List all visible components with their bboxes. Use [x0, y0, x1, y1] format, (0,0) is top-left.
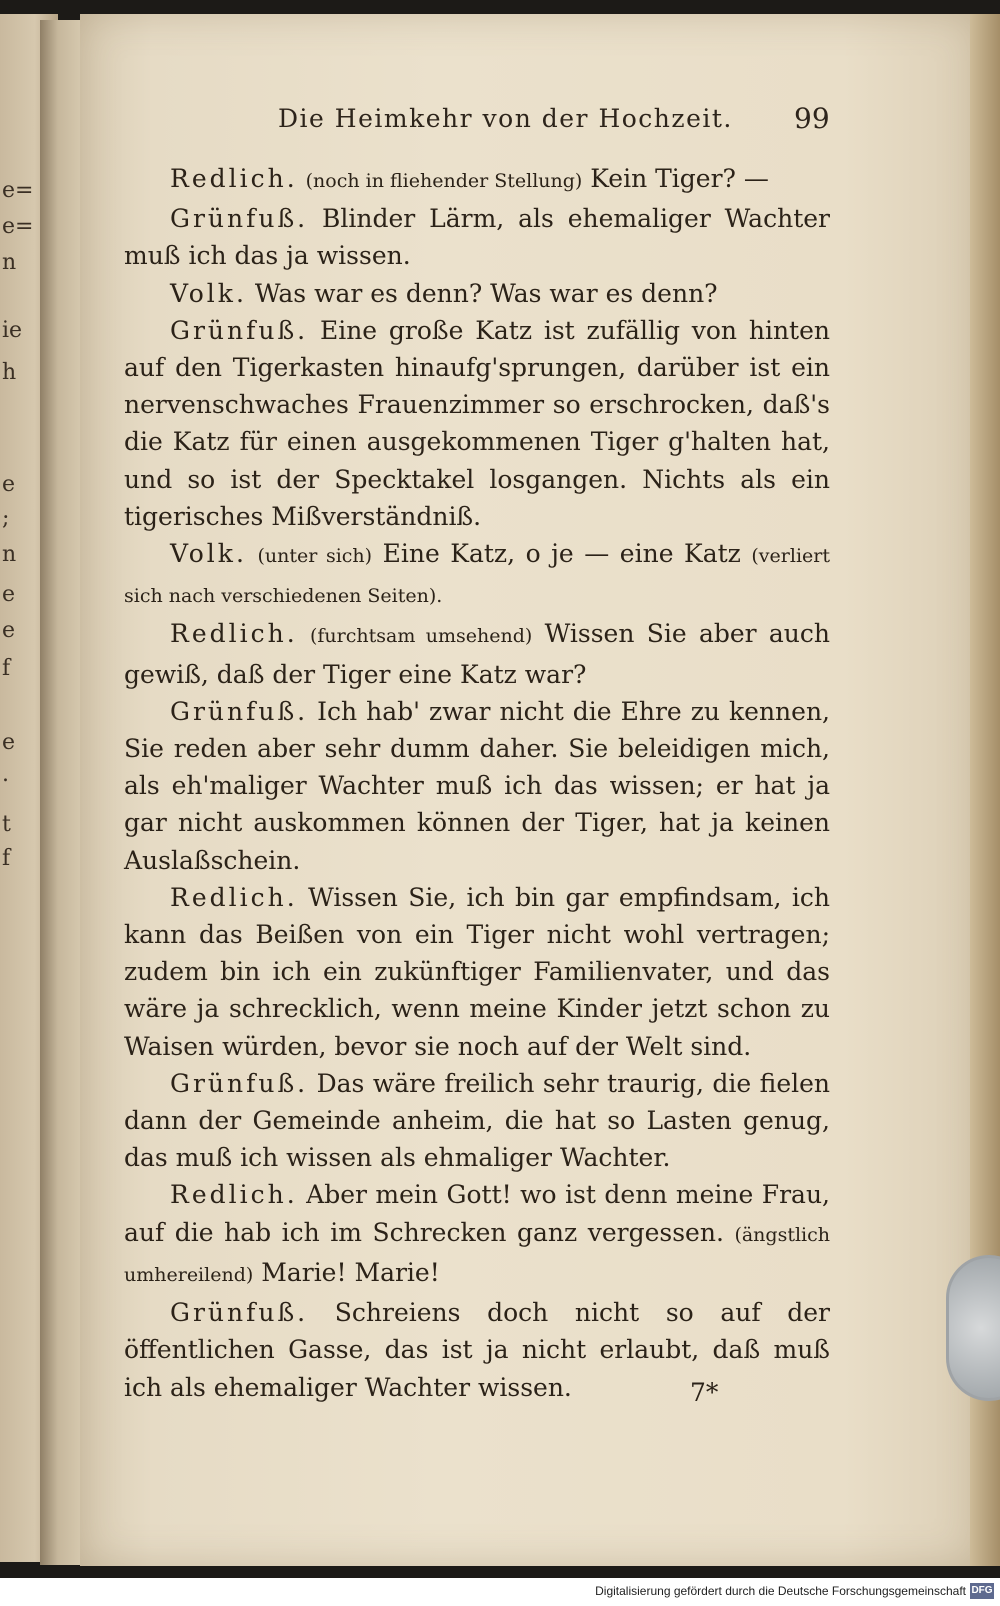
margin-fragment: n	[2, 542, 17, 567]
running-head: Die Heimkehr von der Hochzeit.	[278, 104, 733, 133]
speaker-name: Redlich.	[170, 1180, 298, 1210]
dialogue-text: Wissen Sie, ich bin gar empfindsam, ich kann das Beißen von ein Tiger nicht wohl vertragen; zudem bin ich ein zukünftiger Familienvater, und das wäre ja schrecklich, wenn meine Kinder jetzt schon zu Waisen würden, bevor sie noch auf der Welt sind.	[124, 882, 830, 1061]
dialogue-text: Blinder Lärm, als ehemaliger Wachter muß ich das ja wissen.	[124, 204, 830, 271]
margin-fragment: h	[2, 360, 17, 385]
margin-fragment: n	[2, 250, 17, 275]
paragraph	[124, 615, 830, 692]
page-number: 99	[794, 102, 830, 135]
page-text	[124, 160, 830, 1406]
paragraph	[124, 275, 830, 312]
speaker-name: Redlich.	[170, 164, 298, 193]
margin-fragment: .	[2, 762, 9, 787]
stage-direction: (verliert sich nach verschiedenen Seiten).	[124, 545, 830, 608]
dialogue-text: Eine große Katz ist zufällig von hinten auf den Tigerkasten hinaufg'sprungen, darüber ist ein nervenschwaches Frauenzimmer so erschrocken, daß's die Katz für einen ausgekommenen Tiger g'halten hat, und so ist der Specktakel losgangen. Nichts als ein tigerisches Mißverständniß.	[124, 315, 830, 531]
paragraph	[124, 1176, 830, 1294]
margin-fragment: e=	[2, 178, 34, 203]
paragraph	[124, 693, 830, 879]
paragraph	[124, 535, 830, 615]
speaker-name: Grünfuß.	[170, 315, 309, 345]
signature-mark: 7*	[690, 1378, 719, 1407]
dialogue-text: Aber mein Gott! wo ist denn meine Frau, auf die hab ich im Schrecken ganz vergessen.	[124, 1180, 831, 1247]
stage-direction: (noch in fliehender Stellung)	[305, 170, 583, 192]
speaker-name: Volk.	[170, 539, 247, 569]
dialogue-text: Schreiens doch nicht so auf der öffentlichen Gasse, das ist ja nicht erlaubt, daß muß ich als ehemaliger Wachter wissen.	[124, 1298, 830, 1402]
margin-fragment: e	[2, 730, 16, 755]
dialogue-text: Marie! Marie!	[261, 1257, 440, 1287]
book-gutter	[40, 20, 85, 1565]
stage-direction: (ängstlich umhereilend)	[124, 1223, 830, 1286]
margin-fragment: e=	[2, 214, 34, 239]
margin-fragment: e	[2, 582, 16, 607]
paragraph	[124, 879, 830, 1065]
dialogue-text: Kein Tiger? —	[590, 164, 769, 193]
paragraph	[124, 200, 830, 274]
dfg-logo: DFG	[970, 1583, 994, 1599]
margin-fragment: t	[2, 812, 11, 837]
speaker-name: Volk.	[170, 278, 247, 308]
paragraph	[124, 1294, 830, 1406]
speaker-name: Grünfuß.	[170, 1298, 309, 1328]
dialogue-text: Eine Katz, o je — eine Katz	[382, 539, 741, 569]
dialogue-text: Was war es denn? Was war es denn?	[254, 278, 718, 308]
margin-fragment: f	[2, 656, 11, 681]
dialogue-text: Wissen Sie aber auch gewiß, daß der Tiger eine Katz war?	[124, 619, 831, 689]
speaker-name: Redlich.	[170, 882, 298, 912]
dialogue-text: Das wäre freilich sehr traurig, die fielen dann der Gemeinde anheim, die hat so Lasten genug, das muß ich wissen als ehmaliger Wachter.	[124, 1068, 831, 1173]
stage-direction: (furchtsam umsehend)	[309, 625, 533, 648]
margin-fragment: ie	[2, 318, 23, 343]
speaker-name: Grünfuß.	[170, 696, 309, 726]
paragraph	[124, 312, 830, 535]
page-clip	[946, 1255, 1000, 1401]
margin-fragment: e	[2, 472, 16, 497]
paragraph	[124, 160, 830, 200]
speaker-name: Redlich.	[170, 619, 298, 649]
margin-fragment: ;	[2, 506, 10, 531]
dialogue-text: Ich hab' zwar nicht die Ehre zu kennen, Sie reden aber sehr dumm daher. Sie beleidigen mich, als eh'maliger Wachter muß ich das wissen; er hat ja gar nicht auskommen können der Tiger, hat ja keinen Auslaßschein.	[124, 696, 830, 875]
stage-direction: (unter sich)	[257, 545, 373, 568]
margin-fragment: f	[2, 846, 11, 871]
speaker-name: Grünfuß.	[170, 204, 309, 234]
paragraph	[124, 1065, 830, 1177]
digitization-credit: Digitalisierung gefördert durch die Deutsche Forschungsgemeinschaft	[595, 1584, 966, 1598]
margin-fragment: e	[2, 618, 16, 643]
speaker-name: Grünfuß.	[170, 1068, 309, 1098]
